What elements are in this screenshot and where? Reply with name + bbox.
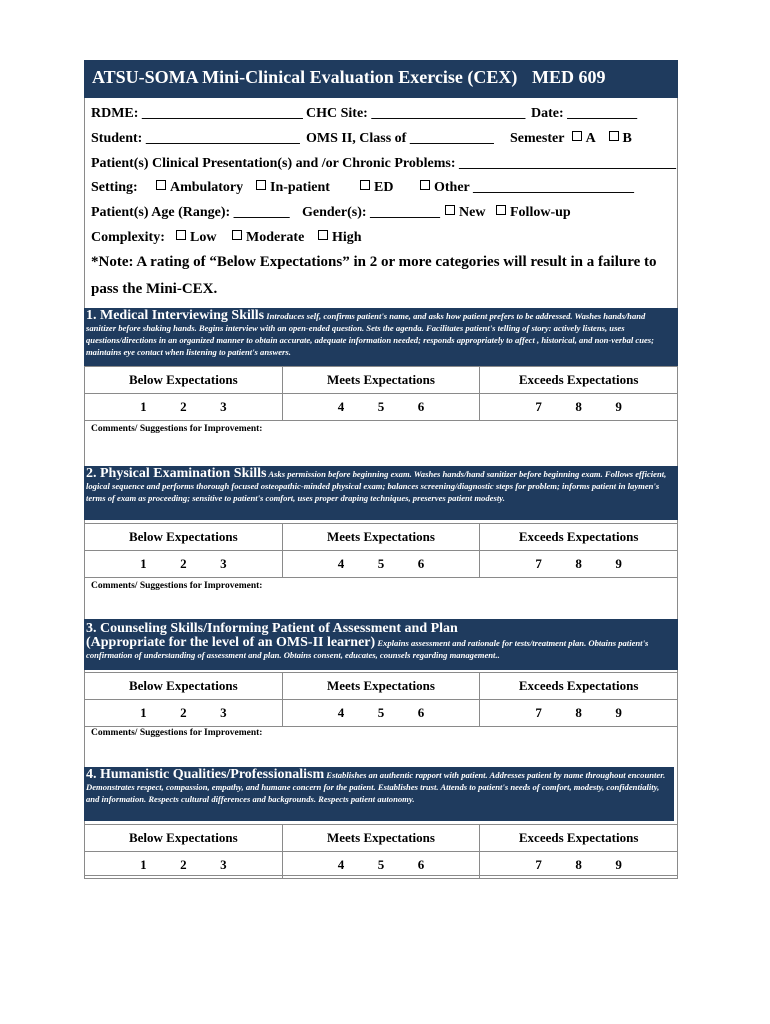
section-2-score-9[interactable]: 9 [615,556,622,571]
section-3-meets-header: Meets Expectations [282,673,480,700]
section-2-score-5[interactable]: 5 [377,556,385,571]
note-line-1: *Note: A rating of “Below Expectations” in 2 or more categories will result in a failure to [91,254,657,270]
section-3-below-header: Below Expectations [85,673,283,700]
semester-label: Semester [510,131,565,146]
section-1-exceeds-header: Exceeds Expectations [480,367,678,394]
semester-a-checkbox[interactable] [572,131,582,141]
setting-ed-checkbox[interactable] [360,180,370,190]
section-3-header [84,619,678,670]
complexity-high-option[interactable] [318,230,362,246]
semester-b-label: B [622,131,632,146]
note-line-2: pass the Mini-CEX. [91,281,218,297]
semester-a-label: A [585,131,596,146]
gender-field[interactable]: Gender(s): __________ [302,205,441,220]
section-4-score-5[interactable]: 5 [377,857,385,872]
section-1-score-1[interactable]: 1 [140,399,147,414]
setting-other-checkbox[interactable] [420,180,430,190]
section-2-below-header: Below Expectations [85,524,283,551]
complexity-moderate-label: Moderate [246,230,305,245]
section-4-meets-header: Meets Expectations [282,825,480,852]
section-4-score-6[interactable]: 6 [417,857,425,872]
section-3-score-6[interactable]: 6 [417,705,425,720]
section-1-score-9[interactable]: 9 [615,399,622,414]
complexity-high-label: High [332,230,362,245]
complexity-low-checkbox[interactable] [176,230,186,240]
section-3-subtitle: (Appropriate for the level of an OMS-II learner) [86,635,376,650]
section-2-score-4[interactable]: 4 [337,556,345,571]
section-1-meets-header: Meets Expectations [282,367,480,394]
setting-inpatient-option[interactable] [256,180,330,196]
setting-ambulatory-label: Ambulatory [170,180,244,195]
setting-other-label: Other _______________________ [434,180,635,195]
section-2-description: Asks permission before beginning exam. Washes hands/hand sanitizer before beginning exam. Follows efficient, logical sequence and performs thorough focused osteopathic-minded physical exam; balances screening/diagnostic steps for problem; informs patient in laymen's terms of exam as proceeding; sensitive to patient's comfort, uses proper draping techniques, preserves patient modesty. [86,469,667,503]
setting-label: Setting: [91,180,138,195]
section-4-score-3[interactable]: 3 [220,857,227,872]
section-3-score-5[interactable]: 5 [377,705,385,720]
section-1-score-3[interactable]: 3 [220,399,227,414]
course-code: MED 609 [532,67,606,87]
complexity-label: Complexity: [91,230,165,245]
section-1-below-header: Below Expectations [85,367,283,394]
section-1-score-5[interactable]: 5 [377,399,385,414]
section-4-title: 4. Humanistic Qualities/Professionalism [86,767,325,782]
section-3-score-4[interactable]: 4 [337,705,345,720]
section-1-title: 1. Medical Interviewing Skills [86,308,265,323]
section-3-score-7[interactable]: 7 [535,705,542,720]
setting-inpatient-checkbox[interactable] [256,180,266,190]
setting-ambulatory-option[interactable] [156,180,243,196]
section-3-score-2[interactable]: 2 [180,705,187,720]
section-4-score-2[interactable]: 2 [180,857,187,872]
date-field[interactable]: Date: __________ [531,106,638,121]
section-1-description: Introduces self, confirms patient's name, and asks how patient prefers to be addressed. Washes hands/hand sanitizer before shaking hands. Begins interview with an open-ended question. Sets the agenda. Facilitates patient's telling of story: actively listens, uses questions/directions in an organized manner to obtain accurate, adequate information needed; responds appropriately to affect , historical, and non-verbal cues; maintains eye contact when listening to patient's answers. [86,311,655,357]
student-field[interactable]: Student: ______________________ [91,131,300,146]
form-title: ATSU-SOMA Mini-Clinical Evaluation Exercise (CEX) [92,67,518,87]
section-2-rating-table [84,523,678,578]
section-2-comments-label[interactable]: Comments/ Suggestions for Improvement: [91,581,263,591]
section-2-score-7[interactable]: 7 [535,556,542,571]
complexity-moderate-checkbox[interactable] [232,230,242,240]
section-3-comments-label[interactable]: Comments/ Suggestions for Improvement: [91,728,263,738]
chc-site-field[interactable]: CHC Site: ______________________ [306,106,526,121]
section-3-description: Explains assessment and rationale for tests/treatment plan. Obtains patient's confirmation of understanding of assessment and plan. Obtains consent, educates, counsels regarding management.. [86,638,649,660]
setting-other-option[interactable] [420,180,634,196]
section-4-score-8[interactable]: 8 [575,857,582,872]
section-1-comments-label[interactable]: Comments/ Suggestions for Improvement: [91,424,263,434]
section-2-exceeds-header: Exceeds Expectations [480,524,678,551]
rdme-field[interactable]: RDME: _______________________ [91,106,303,121]
section-2-header [84,466,678,520]
visit-new-checkbox[interactable] [445,205,455,215]
section-4-score-9[interactable]: 9 [615,857,622,872]
section-1-score-8[interactable]: 8 [575,399,582,414]
section-1-header [84,308,678,366]
semester-b-checkbox[interactable] [609,131,619,141]
clinical-presentation-field[interactable]: Patient(s) Clinical Presentation(s) and /or Chronic Problems: _______________________________ [91,156,676,171]
visit-followup-checkbox[interactable] [496,205,506,215]
complexity-low-option[interactable] [176,230,216,246]
form-title-bar [84,60,678,98]
section-4-score-7[interactable]: 7 [535,857,542,872]
section-2-score-3[interactable]: 3 [220,556,227,571]
visit-followup-option[interactable] [496,205,571,221]
section-4-description: Establishes an authentic rapport with patient. Addresses patient by name throughout encounter. Demonstrates respect, compassion, empathy, and humane concern for the patient. Establishes trust. Attends to patient's needs of comfort, modesty, confidentiality, and information. Respects cultural differences and backgrounds. Respects patient autonomy. [86,770,666,804]
section-4-exceeds-header: Exceeds Expectations [480,825,678,852]
section-2-score-8[interactable]: 8 [575,556,582,571]
section-3-exceeds-header: Exceeds Expectations [480,673,678,700]
section-3-score-9[interactable]: 9 [615,705,622,720]
setting-ed-label: ED [374,180,394,195]
setting-ambulatory-checkbox[interactable] [156,180,166,190]
section-2-score-2[interactable]: 2 [180,556,187,571]
section-1-score-4[interactable]: 4 [337,399,345,414]
section-3-score-1[interactable]: 1 [140,705,147,720]
semester-group [510,131,632,147]
section-3-score-8[interactable]: 8 [575,705,582,720]
visit-followup-label: Follow-up [510,205,571,220]
section-4-score-4[interactable]: 4 [337,857,345,872]
section-3-score-3[interactable]: 3 [220,705,227,720]
patient-age-field[interactable]: Patient(s) Age (Range): ________ [91,205,290,220]
complexity-low-label: Low [190,230,217,245]
visit-new-option[interactable] [445,205,485,221]
complexity-high-checkbox[interactable] [318,230,328,240]
setting-ed-option[interactable] [360,180,393,196]
oms-class-field[interactable]: OMS II, Class of ____________ [306,131,494,146]
setting-inpatient-label: In-patient [270,180,330,195]
section-2-title: 2. Physical Examination Skills [86,466,267,481]
complexity-moderate-option[interactable] [232,230,304,246]
section-3-title: 3. Counseling Skills/Informing Patient of Assessment and Plan [86,621,458,636]
visit-new-label: New [459,205,486,220]
section-4-rating-table [84,824,678,879]
section-1-rating-table [84,366,678,421]
section-1-score-7[interactable]: 7 [535,399,542,414]
section-2-meets-header: Meets Expectations [282,524,480,551]
section-4-header [84,767,674,821]
section-3-rating-table [84,672,678,727]
section-2-score-1[interactable]: 1 [140,556,147,571]
section-4-score-1[interactable]: 1 [140,857,147,872]
section-1-score-2[interactable]: 2 [180,399,187,414]
section-2-score-6[interactable]: 6 [417,556,425,571]
section-1-score-6[interactable]: 6 [417,399,425,414]
section-4-below-header: Below Expectations [85,825,283,852]
